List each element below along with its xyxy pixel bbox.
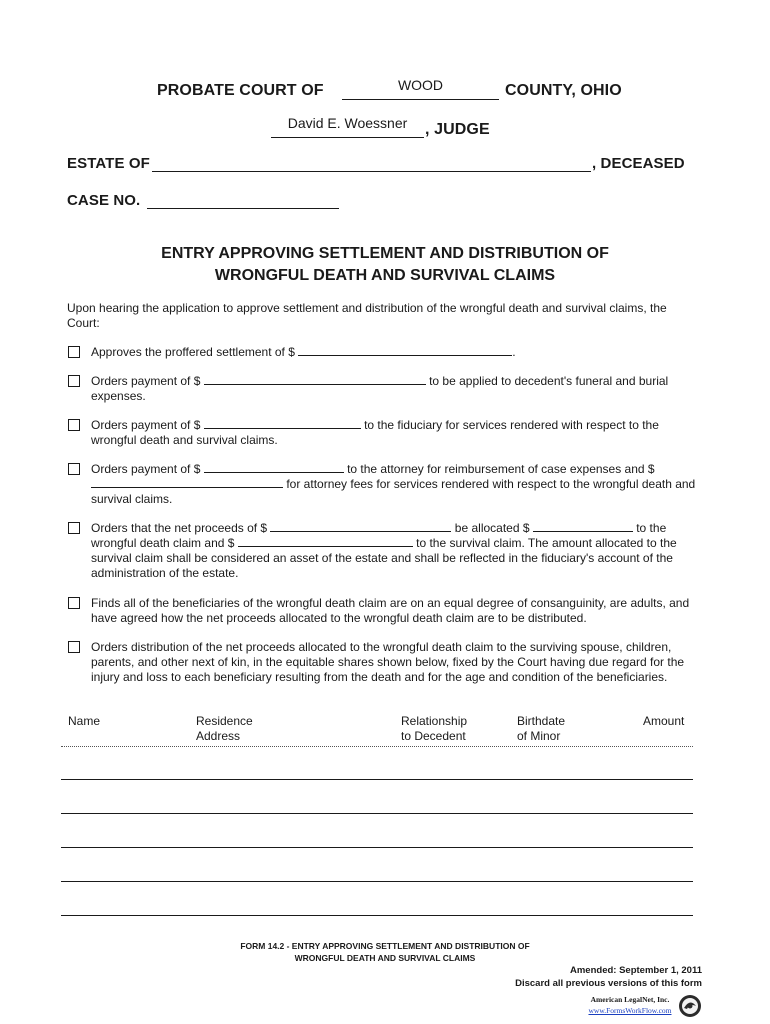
document-title-line1: ENTRY APPROVING SETTLEMENT AND DISTRIBUTION OF	[161, 245, 609, 262]
intro-paragraph: Upon hearing the application to approve settlement and distribution of the wrongful death and survival claims, the Court:	[67, 301, 667, 330]
settlement-amount-field[interactable]	[298, 345, 512, 356]
distribution-checkbox[interactable]	[68, 641, 80, 653]
attorney-payment-text: Orders payment of $	[91, 462, 201, 476]
document-title-line2: WRONGFUL DEATH AND SURVIVAL CLAIMS	[214, 267, 556, 284]
net-proceeds-text-4: to the survival claim. The amount allocated to the survival claim shall be considered an asset of the estate and shall be reflected in the fiduciary's account of the administration of the estate.	[91, 536, 677, 580]
publisher-logo-icon	[678, 994, 702, 1018]
deceased-label: , DECEASED	[592, 155, 685, 172]
table-row[interactable]	[61, 813, 693, 814]
table-row[interactable]	[61, 915, 693, 916]
table-header-divider	[61, 746, 693, 747]
table-row[interactable]	[61, 779, 693, 780]
beneficiaries-agree-checkbox[interactable]	[68, 597, 80, 609]
attorney-payment-checkbox[interactable]	[68, 463, 80, 475]
fiduciary-payment-text-2: to the fiduciary for services rendered with respect to the wrongful death and survival claims.	[91, 418, 659, 447]
net-proceeds-field[interactable]	[270, 521, 451, 532]
form-number-line1: FORM 14.2 - ENTRY APPROVING SETTLEMENT AND DISTRIBUTION OF	[240, 941, 530, 951]
col-relationship-line1: Relationship	[401, 714, 468, 728]
col-amount-header: Amount	[643, 714, 685, 728]
survival-allocation-field[interactable]	[238, 536, 413, 547]
attorney-payment-text-2: to the attorney for reimbursement of case expenses and $	[347, 462, 655, 476]
wrongful-death-allocation-field[interactable]	[533, 521, 633, 532]
distribution-item: Orders distribution of the net proceeds allocated to the wrongful death claim to the surviving spouse, children, parents, and other next of kin, in the equitable shares shown below, fixed by the Court having due regard for the injury and loss to each beneficiary resulting from the death and for the age and condition of the beneficiaries.	[91, 640, 685, 684]
fiduciary-payment-checkbox[interactable]	[68, 419, 80, 431]
col-birthdate-header	[517, 714, 565, 744]
attorney-fees-field[interactable]	[91, 477, 283, 488]
judge-suffix: , JUDGE	[425, 121, 490, 138]
form-number-line2: WRONGFUL DEATH AND SURVIVAL CLAIMS	[294, 953, 476, 963]
case-number-label: CASE NO.	[67, 192, 141, 209]
net-proceeds-text-2: be allocated $	[454, 521, 530, 535]
funeral-payment-text: Orders payment of $	[91, 374, 201, 388]
approve-settlement-item	[91, 345, 703, 360]
funeral-payment-text-2: to be applied to decedent's funeral and burial expenses.	[91, 374, 669, 403]
col-residence-line1: Residence	[196, 714, 253, 728]
county-field[interactable]: WOOD	[397, 77, 444, 93]
col-name-header: Name	[68, 714, 101, 728]
attorney-payment-item	[91, 462, 703, 507]
net-proceeds-item	[91, 521, 703, 581]
fiduciary-payment-text: Orders payment of $	[91, 418, 201, 432]
col-relationship-line2: to Decedent	[401, 729, 466, 743]
net-proceeds-text-3: to the wrongful death claim and $	[91, 521, 667, 550]
court-label: PROBATE COURT OF	[157, 82, 324, 99]
beneficiaries-agree-item: Finds all of the beneficiaries of the wrongful death claim are on an equal degree of consanguinity, are adults, and have agreed how the net proceeds allocated to the wrongful death claim are to be distributed.	[91, 596, 690, 625]
col-relationship-header	[401, 714, 467, 744]
approve-settlement-end: .	[512, 345, 516, 359]
fiduciary-amount-field[interactable]	[204, 418, 361, 429]
funeral-payment-item	[91, 374, 703, 404]
approve-settlement-text: Approves the proffered settlement of $	[91, 345, 295, 359]
table-row[interactable]	[61, 881, 693, 882]
publisher-brand	[582, 994, 678, 1016]
attorney-expenses-field[interactable]	[204, 462, 344, 473]
judge-underline	[271, 137, 424, 138]
table-row[interactable]	[61, 847, 693, 848]
estate-field[interactable]	[152, 171, 591, 172]
case-number-field[interactable]	[147, 208, 339, 209]
fiduciary-payment-item	[91, 418, 703, 448]
county-underline	[342, 99, 499, 100]
net-proceeds-checkbox[interactable]	[68, 522, 80, 534]
county-suffix: COUNTY, OHIO	[505, 82, 622, 99]
approve-settlement-checkbox[interactable]	[68, 346, 80, 358]
publisher-name: American LegalNet, Inc.	[590, 995, 670, 1004]
net-proceeds-text: Orders that the net proceeds of $	[91, 521, 268, 535]
col-residence-header	[196, 714, 253, 744]
col-birthdate-line2: of Minor	[517, 729, 561, 743]
funeral-payment-checkbox[interactable]	[68, 375, 80, 387]
col-residence-line2: Address	[196, 729, 241, 743]
judge-field[interactable]: David E. Woessner	[287, 115, 408, 131]
attorney-payment-text-3: for attorney fees for services rendered with respect to the wrongful death and survival claims.	[91, 477, 696, 506]
funeral-amount-field[interactable]	[204, 374, 426, 385]
publisher-link[interactable]: www.FormsWorkFlow.com	[588, 1006, 672, 1015]
amended-date: Amended: September 1, 2011	[570, 965, 702, 976]
col-birthdate-line1: Birthdate	[517, 714, 566, 728]
discard-notice: Discard all previous versions of this form	[515, 978, 702, 989]
estate-label: ESTATE OF	[67, 155, 150, 172]
